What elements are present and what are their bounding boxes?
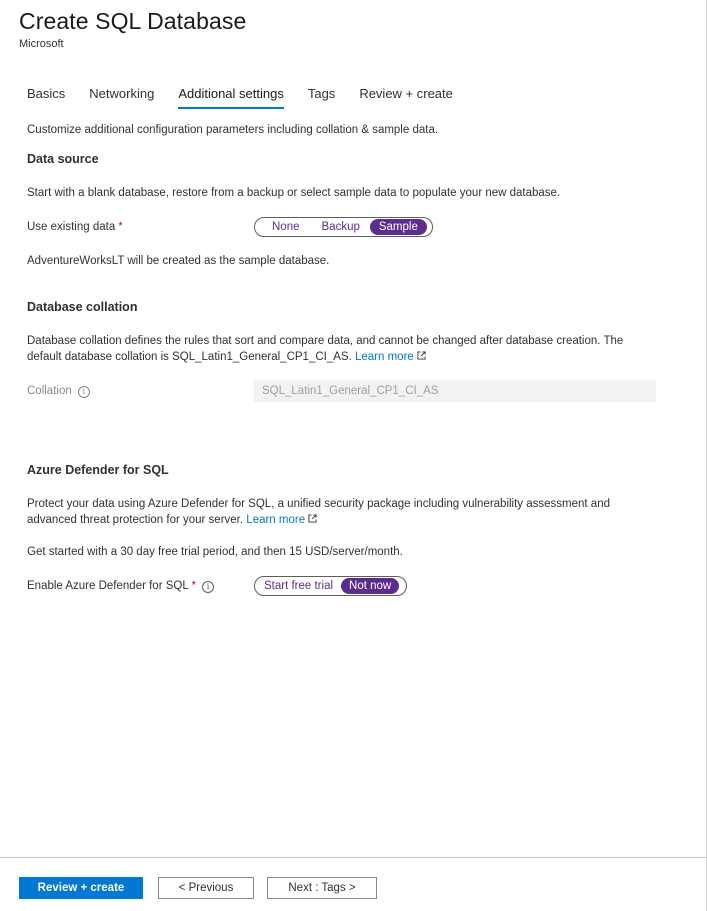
collation-input: SQL_Latin1_General_CP1_CI_AS xyxy=(254,380,656,402)
review-create-button[interactable]: Review + create xyxy=(19,877,143,899)
collation-heading: Database collation xyxy=(27,300,138,314)
option-sample[interactable]: Sample xyxy=(370,219,427,235)
sample-database-note: AdventureWorksLT will be created as the sample database. xyxy=(27,255,330,267)
collation-label-text: Collation xyxy=(27,385,72,397)
defender-learn-more-link[interactable]: Learn more xyxy=(246,514,306,526)
intro-text: Customize additional configuration parameters including collation & sample data. xyxy=(27,124,439,136)
option-none[interactable]: None xyxy=(272,221,300,233)
use-existing-data-toggle xyxy=(254,217,433,237)
enable-defender-label-text: Enable Azure Defender for SQL xyxy=(27,580,189,592)
enable-defender-label xyxy=(27,580,214,593)
enable-defender-toggle xyxy=(254,576,407,596)
defender-heading: Azure Defender for SQL xyxy=(27,463,169,477)
tab-basics[interactable]: Basics xyxy=(27,86,66,101)
collation-description-line1: Database collation defines the rules that sort and compare data, and cannot be changed after database creation. The xyxy=(27,335,624,347)
footer-bar xyxy=(0,857,707,911)
collation-description-line2: default database collation is SQL_Latin1_General_CP1_CI_AS. xyxy=(27,351,352,363)
tab-bar xyxy=(27,86,477,109)
defender-description xyxy=(27,496,667,528)
tab-networking[interactable]: Networking xyxy=(89,86,155,101)
use-existing-data-label-text: Use existing data xyxy=(27,221,116,233)
info-icon[interactable]: i xyxy=(202,581,214,593)
next-tags-button[interactable]: Next : Tags > xyxy=(267,877,377,899)
publisher-label: Microsoft xyxy=(19,38,64,50)
external-link-icon xyxy=(308,514,317,523)
collation-learn-more-link[interactable]: Learn more xyxy=(354,351,414,363)
page-title: Create SQL Database xyxy=(19,8,247,34)
tab-tags[interactable]: Tags xyxy=(307,86,336,101)
option-backup[interactable]: Backup xyxy=(321,221,360,233)
collation-description xyxy=(27,333,667,365)
data-source-heading: Data source xyxy=(27,152,99,166)
option-start-free-trial[interactable]: Start free trial xyxy=(264,580,334,592)
defender-description-line1: Protect your data using Azure Defender for SQL, a unified security package including vulnerability assessment and xyxy=(27,498,610,510)
required-marker: * xyxy=(191,580,196,592)
required-marker: * xyxy=(118,221,123,233)
external-link-icon xyxy=(417,351,426,360)
info-icon[interactable]: i xyxy=(78,386,90,398)
option-not-now[interactable]: Not now xyxy=(341,578,399,594)
tab-review-create[interactable]: Review + create xyxy=(359,86,453,101)
previous-button[interactable]: < Previous xyxy=(158,877,254,899)
defender-description-line2: advanced threat protection for your server. xyxy=(27,514,244,526)
tab-additional-settings[interactable]: Additional settings xyxy=(178,86,284,109)
collation-label xyxy=(27,385,90,398)
data-source-description: Start with a blank database, restore from a backup or select sample data to populate your new database. xyxy=(27,187,561,199)
defender-trial-text: Get started with a 30 day free trial period, and then 15 USD/server/month. xyxy=(27,546,403,558)
use-existing-data-label xyxy=(27,221,123,233)
